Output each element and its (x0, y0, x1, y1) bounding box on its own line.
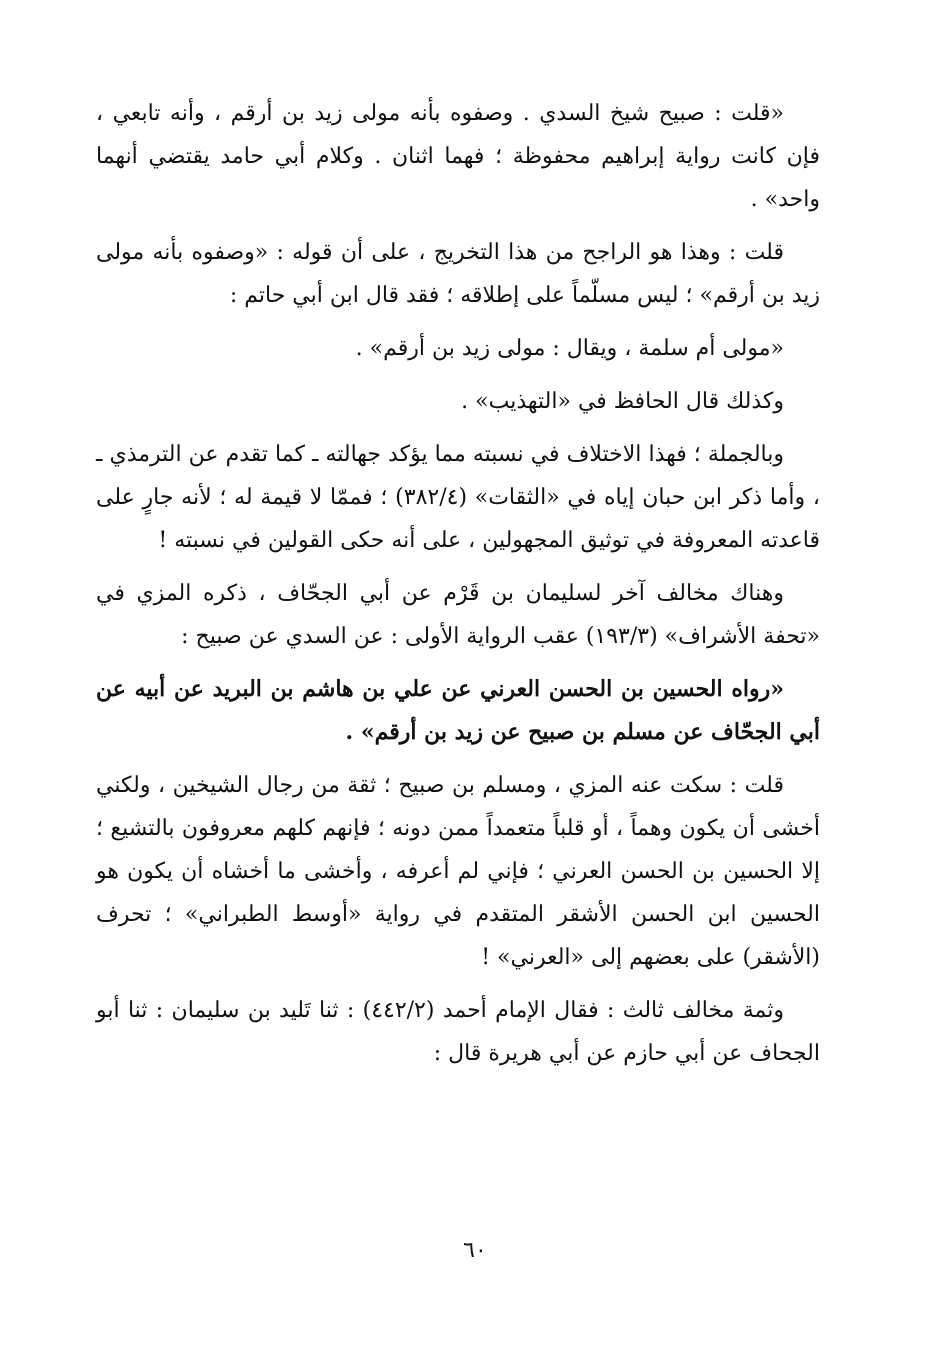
paragraph-preferred-view: قلت : وهذا هو الراجح من هذا التخريج ، على أن قوله : «وصفوه بأنه مولى زيد بن أرقم» ؛ ليس مسلّماً على إطلاقه ؛ فقد قال ابن أبي حاتم : (96, 240, 820, 308)
paragraph-in-summary: وبالجملة ؛ فهذا الاختلاف في نسبته مما يؤكد جهالته ـ كما تقدم عن الترمذي ـ ، وأما ذكر ابن حبان إياه في «الثقات» (٣٨٢/٤) ؛ فممّا لا قيمة له ؛ لأنه جارٍ على قاعدته المعروفة في توثيق المجهولين ، على أنه حكى القولين في نسبته ! (96, 442, 820, 553)
paragraph-ibn-abi-hatim-quote: «مولى أم سلمة ، ويقال : مولى زيد بن أرقم» . (355, 336, 784, 361)
page-number: ٦٠ (463, 1238, 487, 1263)
paragraph-mizzi-silent: قلت : سكت عنه المزي ، ومسلم بن صبيح ؛ ثقة من رجال الشيخين ، ولكني أخشى أن يكون وهماً ، أو قلباً متعمداً ممن دونه ؛ فإنهم كلهم معروفون بالتشيع ؛ إلا الحسين بن الحسن العرني ؛ فإني لم أعرفه ، وأخشى ما أخشاه أن يكون هو الحسين ابن الحسن الأشقر المتقدم في رواية «أوسط الطبراني» ؛ تحرف (الأشقر) على بعضهم إلى «العرني» ! (96, 773, 820, 970)
paragraph-quote-sabih: «قلت : صبيح شيخ السدي . وصفوه بأنه مولى زيد بن أرقم ، وأنه تابعي ، فإن كانت رواية إبراهيم محفوظة ؛ فهما اثنان . وكلام أبي حامد يقتضي أنهما واحد» . (96, 101, 820, 212)
paragraph-bold-narration: «رواه الحسين بن الحسن العرني عن علي بن هاشم بن البريد عن أبيه عن أبي الجحّاف عن مسلم بن صبيح عن زيد بن أرقم» . (96, 676, 820, 745)
paragraph-third-dissenter: وثمة مخالف ثالث : فقال الإمام أحمد (٤٤٢/٢) : ثنا تَليد بن سليمان : ثنا أبو الجحاف عن أبي حازم عن أبي هريرة قال : (96, 998, 820, 1066)
paragraph-another-dissenter: وهناك مخالف آخر لسليمان بن قَرْم عن أبي الجحّاف ، ذكره المزي في «تحفة الأشراف» (١٩٣/٣) عقب الرواية الأولى : عن السدي عن صبيح : (96, 581, 820, 649)
paragraph-tahdhib: وكذلك قال الحافظ في «التهذيب» . (461, 389, 784, 414)
body-text (96, 92, 820, 1085)
